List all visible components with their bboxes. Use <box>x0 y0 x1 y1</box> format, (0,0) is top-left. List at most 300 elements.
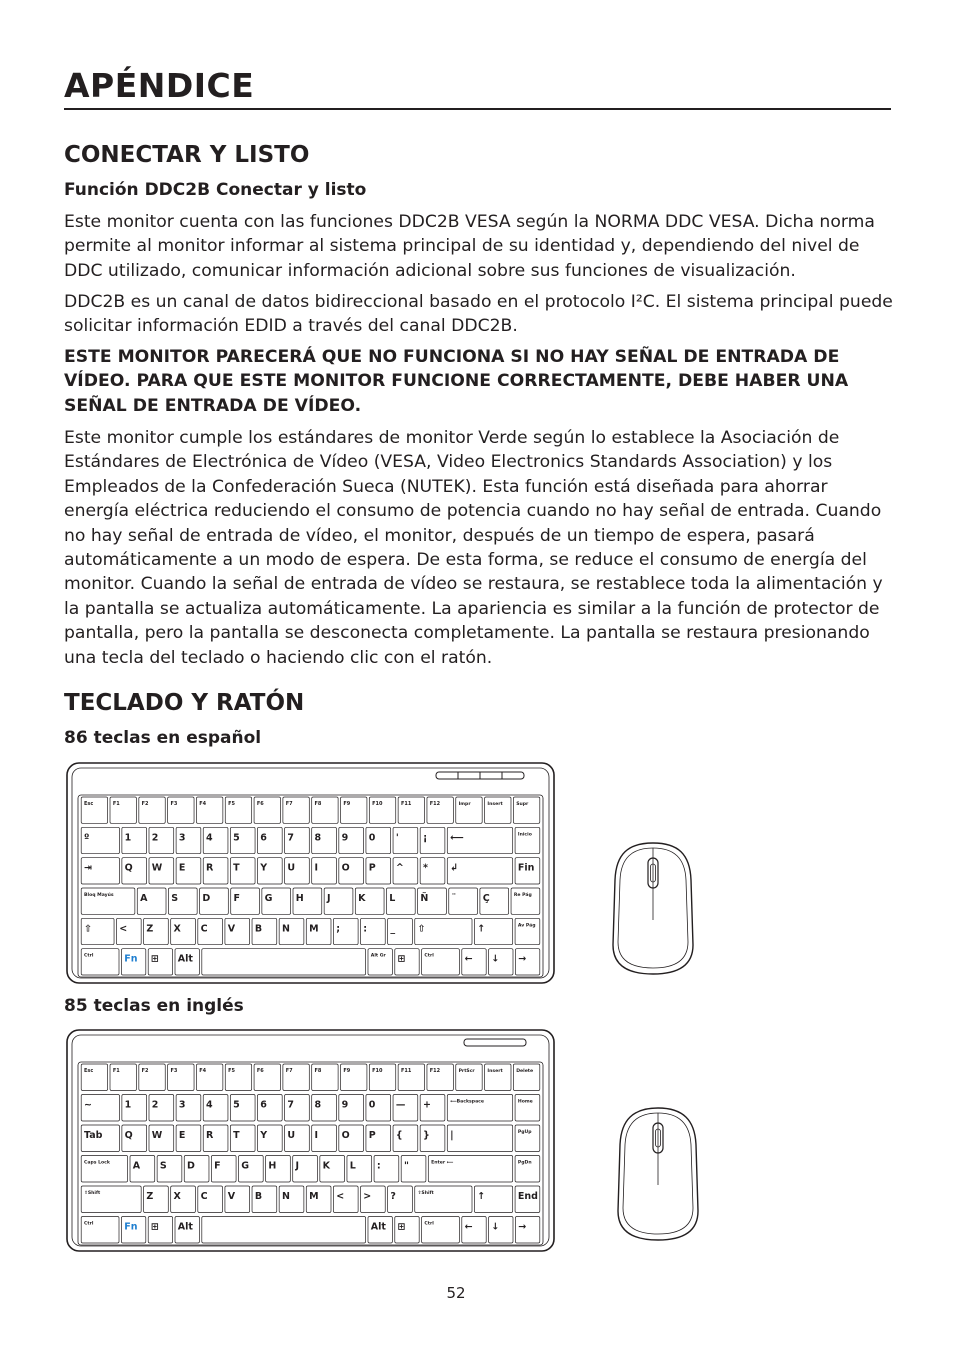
svg-text:8: 8 <box>314 832 322 844</box>
svg-text:3: 3 <box>178 832 186 844</box>
svg-text:F: F <box>214 1160 221 1172</box>
svg-text:S: S <box>159 1160 167 1172</box>
keyboard-key <box>121 949 145 975</box>
svg-text:PrtScr: PrtScr <box>458 1069 475 1074</box>
keyboard-key <box>393 1125 418 1152</box>
svg-text:F6: F6 <box>256 801 264 807</box>
svg-text:Home: Home <box>517 1099 533 1105</box>
svg-text:^: ^ <box>395 862 404 874</box>
svg-text:X: X <box>173 1191 181 1202</box>
keyboard-key <box>184 1156 209 1183</box>
keyboard-key <box>420 827 445 853</box>
svg-text:<: < <box>119 923 128 935</box>
keyboard-key <box>168 797 194 823</box>
svg-text:Fin: Fin <box>517 862 535 874</box>
svg-text:F1: F1 <box>112 1068 120 1074</box>
keyboard-key <box>149 827 174 853</box>
keyboard-key <box>368 949 392 975</box>
svg-text:T: T <box>233 862 240 874</box>
keyboard-key <box>203 827 228 853</box>
svg-text:2: 2 <box>151 832 159 844</box>
keyboard-key <box>456 1064 482 1091</box>
svg-text:F10: F10 <box>372 801 383 807</box>
svg-text:F3: F3 <box>170 801 178 807</box>
keyboard-key <box>203 1125 228 1152</box>
keyboard-key <box>238 1156 263 1183</box>
keyboard-key <box>254 1064 280 1091</box>
svg-text:1: 1 <box>124 1099 132 1111</box>
keyboard-key <box>257 858 282 884</box>
keyboard-key <box>198 918 223 944</box>
svg-text:>: > <box>363 1191 372 1202</box>
keyboard-key <box>279 1186 304 1213</box>
svg-text:⊞: ⊞ <box>151 953 159 965</box>
svg-text:⇥: ⇥ <box>84 862 92 874</box>
svg-text:⇧: ⇧ <box>417 923 426 935</box>
led-indicators <box>464 1039 526 1046</box>
svg-text:0: 0 <box>368 832 376 844</box>
keyboard-key <box>257 827 282 853</box>
svg-text:M: M <box>309 1191 319 1202</box>
keyboard-key <box>447 1125 512 1152</box>
keyboard-key <box>137 888 166 914</box>
keyboard-key <box>312 827 337 853</box>
section-heading-keyboard-mouse: TECLADO Y RATÓN <box>64 690 305 716</box>
keyboard-key <box>422 949 460 975</box>
keyboard-key <box>225 797 251 823</box>
svg-text:J: J <box>295 1160 300 1172</box>
keyboard-key <box>368 1217 392 1244</box>
svg-text:Fn: Fn <box>124 953 138 965</box>
svg-text:O: O <box>341 1130 350 1141</box>
svg-text:Alt: Alt <box>177 1221 193 1233</box>
mouse-illustration-top <box>608 840 698 977</box>
svg-text:K: K <box>322 1160 331 1172</box>
keyboard-key <box>254 797 280 823</box>
keyboard-key <box>366 827 391 853</box>
svg-text:3: 3 <box>178 1099 186 1111</box>
svg-text:End: End <box>517 1191 538 1202</box>
keyboard-key <box>515 1095 540 1122</box>
svg-text:G: G <box>241 1160 250 1172</box>
svg-text:Q: Q <box>124 862 133 874</box>
keyboard-key <box>285 827 310 853</box>
keyboard-key <box>293 1156 318 1183</box>
keyboard-key <box>252 918 277 944</box>
svg-text:Impr: Impr <box>458 802 471 807</box>
keyboard-key <box>515 918 540 944</box>
keyboard-key <box>420 1125 445 1152</box>
keyboard-key <box>81 1156 127 1183</box>
svg-text:C: C <box>200 1191 208 1202</box>
keyboard-key <box>175 949 199 975</box>
svg-text:⊞: ⊞ <box>397 1221 406 1233</box>
keyboard-key <box>122 858 147 884</box>
svg-text:P: P <box>368 1130 376 1141</box>
keyboard-key <box>324 888 353 914</box>
svg-text:F11: F11 <box>400 1068 412 1074</box>
svg-text:Ctrl: Ctrl <box>84 953 94 959</box>
keyboard-key <box>398 1064 424 1091</box>
svg-text:Insert: Insert <box>487 802 503 807</box>
keyboard-key <box>447 1095 512 1122</box>
keyboard-key <box>339 1095 364 1122</box>
english-keyboard-illustration <box>66 1029 555 1252</box>
svg-text:5: 5 <box>233 832 240 844</box>
keyboard-key <box>81 858 119 884</box>
keyboard-key <box>339 827 364 853</box>
svg-text:1: 1 <box>124 832 132 844</box>
keyboard-key <box>320 1156 345 1183</box>
svg-text:U: U <box>287 862 296 874</box>
keyboard-key <box>176 1125 201 1152</box>
svg-text:F2: F2 <box>141 1068 149 1074</box>
keyboard-key <box>122 827 147 853</box>
svg-text:↓: ↓ <box>491 1221 500 1233</box>
spanish-keyboard-illustration <box>66 762 555 984</box>
svg-text:R: R <box>206 1130 214 1141</box>
svg-text:Esc: Esc <box>84 1068 94 1074</box>
svg-text:K: K <box>358 893 366 904</box>
svg-text:←: ← <box>464 1221 473 1233</box>
keyboard-key <box>176 827 201 853</box>
keyboard-key <box>418 888 447 914</box>
keyboard-key <box>427 797 453 823</box>
svg-text:?: ? <box>390 1191 396 1202</box>
keyboard-key <box>81 797 107 823</box>
keyboard-key <box>81 1095 119 1122</box>
svg-text:": " <box>403 1160 409 1172</box>
keyboard-key <box>230 858 255 884</box>
svg-text::: : <box>376 1160 381 1172</box>
svg-text:8: 8 <box>314 1099 322 1111</box>
keyboard-key <box>230 827 255 853</box>
keyboard-key <box>122 1125 147 1152</box>
keyboard-key <box>81 1125 119 1152</box>
keyboard-key <box>211 1156 236 1183</box>
keyboard-key <box>447 827 512 853</box>
svg-text:¨: ¨ <box>451 893 457 904</box>
svg-text:Av Pág: Av Pág <box>517 923 536 929</box>
keyboard-key <box>388 1186 413 1213</box>
svg-text:+: + <box>422 1099 431 1111</box>
svg-text:0: 0 <box>368 1099 376 1111</box>
keyboard-key <box>369 1064 395 1091</box>
warning-no-signal: ESTE MONITOR PARECERÁ QUE NO FUNCIONA SI NO HAY SEÑAL DE ENTRADA DE VÍDEO. PARA QUE ESTE MONITOR FUNCIONE CORRECTAMENTE, DEBE HABER UNA SEÑAL DE ENTRADA DE VÍDEO. <box>64 347 849 416</box>
keyboard-key <box>333 918 358 944</box>
keyboard-key <box>515 827 540 853</box>
svg-text:Caps Lock: Caps Lock <box>84 1160 110 1166</box>
svg-text:P: P <box>368 862 376 874</box>
keyboard-key <box>149 858 174 884</box>
title-divider <box>64 108 891 110</box>
keyboard-key <box>306 918 331 944</box>
svg-text:F9: F9 <box>343 1068 351 1074</box>
keyboard-key <box>428 1156 512 1183</box>
keyboard-key <box>386 888 415 914</box>
keyboard-key <box>415 1186 472 1213</box>
page-number: 52 <box>446 1284 466 1302</box>
keyboard-key <box>361 918 386 944</box>
keyboard-key <box>333 1186 358 1213</box>
svg-text:F: F <box>233 893 241 904</box>
svg-text:*: * <box>422 862 428 874</box>
svg-text:L: L <box>389 893 396 904</box>
keyboard-key <box>81 1186 141 1213</box>
svg-text:Alt Gr: Alt Gr <box>370 953 386 959</box>
svg-text:Inicio: Inicio <box>517 832 532 838</box>
svg-text:L: L <box>349 1160 356 1172</box>
svg-text:F8: F8 <box>314 1068 322 1074</box>
keyboard-key <box>427 1064 453 1091</box>
keyboard-key <box>171 918 196 944</box>
keyboard-key <box>339 1125 364 1152</box>
keyboard-key <box>81 949 119 975</box>
svg-text:6: 6 <box>260 1099 267 1111</box>
svg-text:': ' <box>395 832 399 844</box>
keyboard-key <box>312 1125 337 1152</box>
paragraph-power-saving: Este monitor cumple los estándares de monitor Verde según lo establece la Asociación de Estándares de Electrónica de Vídeo (VESA, Video Electronics Standards Association) y los Empleados de la Confederación Sueca (NUTEK). Esta función está diseñada para ahorrar energía eléctrica reduciendo el consumo de potencia cuando no hay señal de entrada. Cuando no hay señal de entrada de vídeo, el monitor, después de un tiempo de espera, pasará automáticamente a un modo de espera. De esta forma, se reduce el consumo de energía del monitor. Cuando la señal de entrada de vídeo se restaura, se restablece toda la alimentación y la pantalla se actualiza automáticamente. La apariencia es similar a la función de protector de pantalla, pero la pantalla se desconecta completamente. La pantalla se restaura presionando una tecla del teclado o haciendo clic con el ratón. <box>64 428 883 668</box>
keyboard-key <box>231 888 260 914</box>
keyboard-key <box>279 918 304 944</box>
svg-text:I: I <box>314 1130 319 1141</box>
svg-text:_: _ <box>390 923 396 935</box>
keyboard-key <box>230 1125 255 1152</box>
keyboard-key <box>515 858 540 884</box>
svg-text:S: S <box>171 893 179 904</box>
svg-text:N: N <box>281 923 290 935</box>
keyboard-key <box>81 827 119 853</box>
keyboard-key <box>198 1186 223 1213</box>
keyboard-key <box>144 1186 169 1213</box>
svg-text:F9: F9 <box>343 801 351 807</box>
svg-text:⊞: ⊞ <box>151 1221 159 1233</box>
keyboard-key <box>393 858 418 884</box>
svg-text:↑: ↑ <box>477 923 486 935</box>
keyboard-key <box>447 858 512 884</box>
svg-text:Ç: Ç <box>482 893 490 904</box>
caption-spanish-keyboard: 86 teclas en español <box>64 728 262 748</box>
svg-text:W: W <box>151 862 163 874</box>
keyboard-key <box>285 858 310 884</box>
svg-text:~: ~ <box>84 1099 92 1111</box>
keyboard-key <box>347 1156 372 1183</box>
mouse-illustration-bottom <box>612 1105 704 1243</box>
svg-text:D: D <box>187 1160 195 1172</box>
svg-text:Ctrl: Ctrl <box>424 1221 434 1227</box>
svg-text:Q: Q <box>124 1130 133 1141</box>
keyboard-key <box>312 1095 337 1122</box>
svg-text:F12: F12 <box>429 1068 441 1074</box>
keyboard-key <box>456 797 482 823</box>
keyboard-key <box>415 918 472 944</box>
keyboard-key <box>462 1217 486 1244</box>
svg-text:F6: F6 <box>256 1068 264 1074</box>
svg-text:O: O <box>341 862 350 874</box>
keyboard-key <box>449 888 478 914</box>
svg-text:E: E <box>178 1130 186 1141</box>
svg-text:Z: Z <box>146 923 154 935</box>
svg-text:V: V <box>227 1191 236 1202</box>
svg-text:Y: Y <box>260 862 268 874</box>
keyboard-key <box>474 1186 512 1213</box>
keyboard-key <box>489 1217 513 1244</box>
keyboard-key <box>175 1217 199 1244</box>
svg-text:F12: F12 <box>429 801 441 807</box>
svg-text:2: 2 <box>151 1099 159 1111</box>
svg-text:G: G <box>264 893 273 904</box>
led-indicators <box>436 772 524 779</box>
keyboard-key <box>341 1064 367 1091</box>
keyboard-key <box>339 858 364 884</box>
page-title: APÉNDICE <box>64 66 255 105</box>
keyboard-key <box>420 858 445 884</box>
keyboard-key <box>312 797 338 823</box>
keyboard-key <box>225 1064 251 1091</box>
svg-text:Fn: Fn <box>124 1221 138 1233</box>
keyboard-key <box>171 1186 196 1213</box>
keyboard-key <box>341 797 367 823</box>
keyboard-key <box>283 797 309 823</box>
svg-text:↑: ↑ <box>477 1191 486 1202</box>
paragraph-ddc2b-intro: Este monitor cuenta con las funciones DDC2B VESA según la NORMA DDC VESA. Dicha norma permite al monitor informar al sistema principal de su identidad y, dependiendo del nivel de DDC utilizado, comunicar información adicional sobre sus funciones de visualización. <box>64 212 875 281</box>
keyboard-key <box>369 797 395 823</box>
keyboard-key <box>366 1125 391 1152</box>
svg-text:B: B <box>254 923 263 935</box>
keyboard-key <box>398 797 424 823</box>
svg-text:T: T <box>233 1130 240 1141</box>
svg-text:—: — <box>395 1099 406 1111</box>
svg-text:PgUp: PgUp <box>517 1130 532 1135</box>
keyboard-key <box>230 1095 255 1122</box>
keyboard-key <box>285 1125 310 1152</box>
keyboard-key <box>374 1156 399 1183</box>
keyboard-key <box>393 1095 418 1122</box>
keyboard-key <box>148 949 172 975</box>
keyboard-key <box>200 888 229 914</box>
svg-text:F2: F2 <box>141 801 149 807</box>
keyboard-key <box>257 1125 282 1152</box>
keyboard-key <box>485 1064 511 1091</box>
keyboard-key <box>110 1064 136 1091</box>
svg-text:Z: Z <box>146 1191 154 1202</box>
keyboard-key <box>312 858 337 884</box>
svg-text:F4: F4 <box>199 801 207 807</box>
svg-text:M: M <box>309 923 319 935</box>
svg-text:⇧Shift: ⇧Shift <box>417 1191 434 1196</box>
svg-text:E: E <box>178 862 186 874</box>
svg-text:Insert: Insert <box>487 1069 503 1074</box>
keyboard-key <box>312 1064 338 1091</box>
paragraph-ddc2b-channel: DDC2B es un canal de datos bidireccional basado en el protocolo I²C. El sistema principal puede solicitar información EDID a través del canal DDC2B. <box>64 292 893 337</box>
keyboard-key <box>480 888 509 914</box>
keyboard-key <box>513 797 539 823</box>
svg-text:Re Pág: Re Pág <box>513 893 532 898</box>
svg-text:A: A <box>140 893 148 904</box>
keyboard-key <box>225 1186 250 1213</box>
keyboard-key <box>366 1095 391 1122</box>
svg-text::: : <box>363 923 368 935</box>
svg-text:C: C <box>200 923 208 935</box>
keyboard-key <box>149 1125 174 1152</box>
keyboard-key <box>202 949 366 975</box>
keyboard-key <box>474 918 512 944</box>
svg-text:4: 4 <box>206 1099 213 1111</box>
keyboard-key <box>489 949 513 975</box>
svg-text:Ctrl: Ctrl <box>84 1221 94 1227</box>
svg-text:F7: F7 <box>285 1068 293 1074</box>
keyboard-key <box>168 888 197 914</box>
svg-text:A: A <box>132 1160 141 1172</box>
svg-text:4: 4 <box>206 832 213 844</box>
keyboard-key <box>515 949 539 975</box>
svg-text:←: ← <box>464 953 473 965</box>
keyboard-key <box>257 1095 282 1122</box>
keyboard-key <box>252 1186 277 1213</box>
keyboard-key <box>401 1156 426 1183</box>
svg-text:Delete: Delete <box>516 1069 534 1074</box>
keyboard-key <box>420 1095 445 1122</box>
keyboard-key <box>176 1095 201 1122</box>
keyboard-key <box>515 1186 540 1213</box>
svg-text:H: H <box>268 1160 277 1172</box>
keyboard-key <box>144 918 169 944</box>
svg-text:H: H <box>295 893 304 904</box>
keyboard-key <box>262 888 291 914</box>
svg-text:U: U <box>287 1130 296 1141</box>
svg-text:PgDn: PgDn <box>517 1160 532 1166</box>
svg-text:;: ; <box>336 923 341 935</box>
svg-text:}: } <box>422 1130 430 1141</box>
svg-text:F4: F4 <box>199 1068 207 1074</box>
svg-text:→: → <box>518 1221 527 1233</box>
svg-text:F5: F5 <box>228 1068 235 1074</box>
keyboard-key <box>81 918 114 944</box>
svg-text:↲: ↲ <box>450 862 459 874</box>
keyboard-key <box>285 1095 310 1122</box>
keyboard-key <box>306 1186 331 1213</box>
section-heading-plug-and-play: CONECTAR Y LISTO <box>64 142 310 168</box>
keyboard-key <box>393 827 418 853</box>
svg-text:⊞: ⊞ <box>397 953 406 965</box>
keyboard-key <box>149 1095 174 1122</box>
keyboard-key <box>513 1064 539 1091</box>
svg-text:F7: F7 <box>285 801 293 807</box>
svg-text:Ctrl: Ctrl <box>424 953 434 959</box>
svg-text:↓: ↓ <box>491 953 500 965</box>
svg-text:Esc: Esc <box>84 801 94 807</box>
svg-text:⟵Backspace: ⟵Backspace <box>450 1099 485 1105</box>
svg-text:F1: F1 <box>112 801 120 807</box>
keyboard-key <box>139 1064 165 1091</box>
svg-text:I: I <box>314 862 319 874</box>
keyboard-key <box>361 1186 386 1213</box>
svg-text:R: R <box>206 862 214 874</box>
keyboard-key <box>462 949 486 975</box>
keyboard-key <box>203 1095 228 1122</box>
svg-text:F8: F8 <box>314 801 322 807</box>
svg-text:J: J <box>326 893 331 904</box>
keyboard-key <box>121 1217 145 1244</box>
keyboard-key <box>81 1064 107 1091</box>
keyboard-key <box>266 1156 291 1183</box>
keyboard-key <box>202 1217 366 1244</box>
svg-text:⟵: ⟵ <box>450 832 464 844</box>
svg-text:F3: F3 <box>170 1068 178 1074</box>
keyboard-key <box>515 1125 540 1152</box>
svg-text:W: W <box>151 1130 163 1141</box>
svg-text:F5: F5 <box>228 801 235 807</box>
